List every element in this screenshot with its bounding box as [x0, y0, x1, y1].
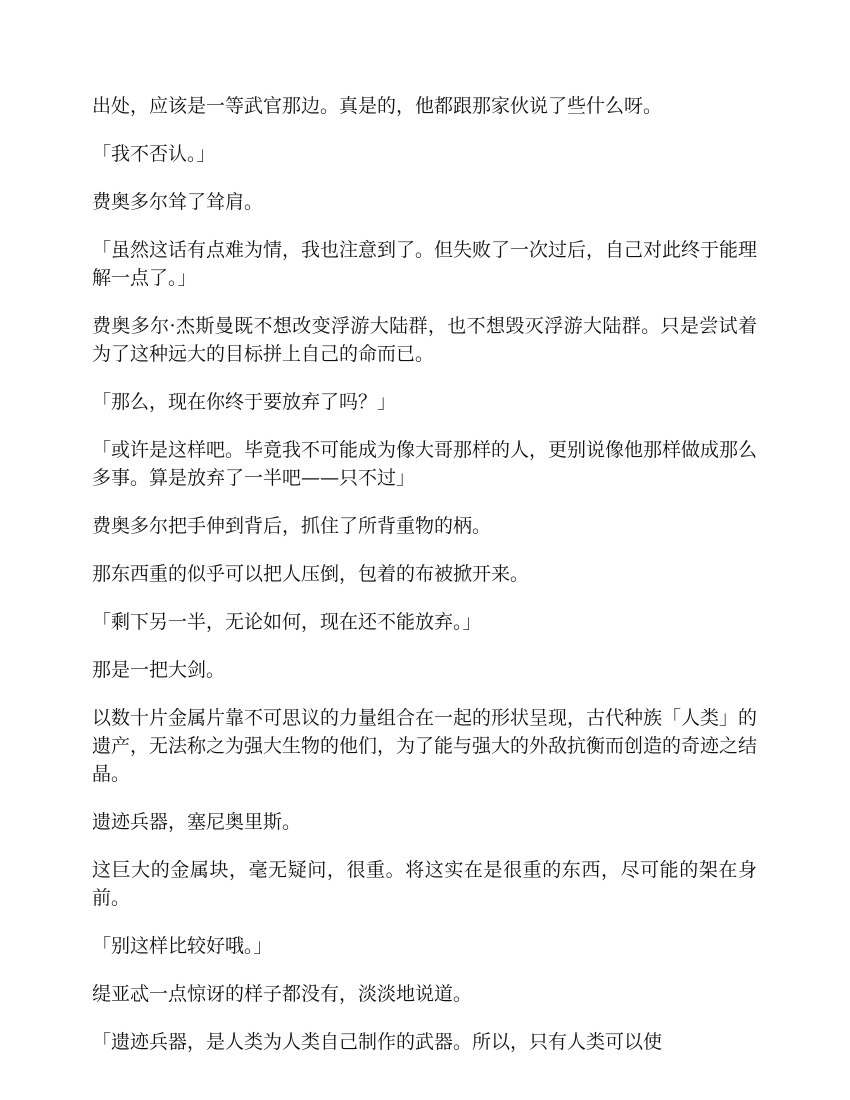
paragraph: 缇亚忒一点惊讶的样子都没有，淡淡地说道。 [92, 983, 473, 1005]
paragraph: 遗迹兵器，塞尼奥里斯。 [92, 811, 302, 833]
paragraph: 费奥多尔耸了耸肩。 [92, 191, 264, 213]
paragraph: 「那么，现在你终于要放弃了吗？」 [92, 391, 397, 413]
paragraph: 「遗迹兵器，是人类为人类自己制作的武器。所以，只有人类可以使 [92, 1031, 663, 1053]
paragraph: 「虽然这话有点难为情，我也注意到了。但失败了一次过后，自己对此终于能理解一点了。」 [92, 239, 758, 289]
paragraph: 「我不否认。」 [92, 143, 216, 165]
paragraph: 费奥多尔把手伸到背后，抓住了所背重物的柄。 [92, 515, 492, 537]
paragraph: 「别这样比较好哦。」 [92, 935, 273, 957]
paragraph: 「剩下另一半，无论如何，现在还不能放弃。」 [92, 611, 482, 633]
paragraph: 那东西重的似乎可以把人压倒，包着的布被掀开来。 [92, 563, 530, 585]
paragraph: 那是一把大剑。 [92, 659, 226, 681]
paragraph: 以数十片金属片靠不可思议的力量组合在一起的形状呈现，古代种族「人类」的遗产，无法称之为强大生物的他们，为了能与强大的外敌抗衡而创造的奇迹之结晶。 [92, 707, 758, 785]
document-page [92, 92, 757, 1076]
paragraph: 这巨大的金属块，毫无疑问，很重。将这实在是很重的东西，尽可能的架在身前。 [92, 859, 757, 909]
paragraph: 出处，应该是一等武官那边。真是的，他都跟那家伙说了些什么呀。 [92, 95, 663, 117]
paragraph: 「或许是这样吧。毕竟我不可能成为像大哥那样的人，更别说像他那样做成那么多事。算是放弃了一半吧——只不过」 [92, 439, 758, 489]
paragraph: 费奥多尔·杰斯曼既不想改变浮游大陆群，也不想毁灭浮游大陆群。只是尝试着为了这种远大的目标拼上自己的命而已。 [92, 315, 757, 365]
